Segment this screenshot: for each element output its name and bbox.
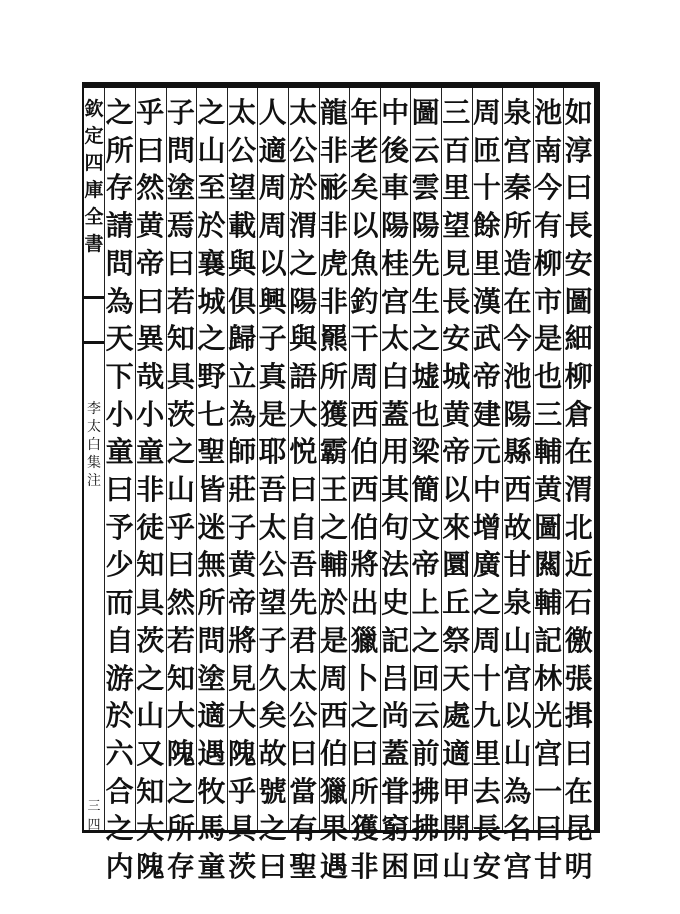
column-text: 泉 宫 秦 所 造 在 今 池 陽 縣 西 故 甘 泉 山 宫 以 山 為 名 宫 <box>503 96 532 884</box>
column-text: 之 所 存 請 問 為 天 下 小 童 曰 予 少 而 自 游 於 六 合 之 内 <box>105 96 134 884</box>
column-text: 如 淳 曰 長 安 圖 細 柳 倉 在 渭 北 近 石 徼 張 揖 曰 在 昆 明 <box>564 96 593 884</box>
column-text: 太 公 望 載 與 俱 歸 立 為 師 莊 子 黄 帝 將 見 大 隗 乎 具 茨 <box>228 96 257 884</box>
column-text: 太 公 於 渭 之 陽 與 語 大 悦 曰 自 吾 先 君 太 公 曰 當 有 聖 <box>289 96 318 884</box>
column-text: 池 南 今 有 柳 市 是 也 三 輔 黄 圖 闗 輔 記 林 光 宫 一 曰 甘 <box>534 96 563 884</box>
column-text: 圖 云 雲 陽 先 生 之 墟 也 梁 簡 文 帝 上 之 回 云 前 拂 拂 回 <box>411 96 440 884</box>
column-text: 乎 曰 然 黄 帝 曰 異 哉 小 童 非 徒 知 具 茨 之 山 又 知 大 隗 <box>136 96 165 884</box>
book-title: 欽 定 四 庫 全 書 <box>84 98 104 255</box>
column-text: 三 百 里 望 見 長 安 城 黄 帝 以 來 圜 丘 祭 天 處 適 甲 開 山 <box>442 96 471 884</box>
frame-top-border <box>82 82 600 88</box>
column-text: 龍 非 彨 非 虎 非 羆 所 獲 霸 王 之 輔 於 是 周 西 伯 獵 果 遇 <box>319 96 348 884</box>
column-text: 之 山 至 於 襄 城 之 野 七 聖 皆 迷 無 所 問 塗 適 遇 牧 馬 童 <box>197 96 226 884</box>
column-text: 中 後 車 陽 桂 宫 太 白 蓋 用 其 句 法 史 記 吕 尚 蓋 甞 窮 困 <box>381 96 410 884</box>
page-number: 三四 <box>87 799 101 833</box>
column-text: 人 適 周 周 以 興 子 真 是 耶 吾 太 公 望 子 久 矣 故 號 之 曰 <box>258 96 287 884</box>
column-text: 年 老 矣 以 魚 釣 干 周 西 伯 西 伯 將 出 獵 卜 之 曰 所 獲 非 <box>350 96 379 884</box>
column-text: 子 問 塗 焉 曰 若 知 具 茨 之 山 乎 曰 然 若 知 大 隗 之 所 存 <box>166 96 195 884</box>
column-text: 周 匝 十 餘 里 漢 武 帝 建 元 中 增 廣 之 周 十 九 里 去 長 安 <box>472 96 501 884</box>
section-title: 李 太 白 集 注 <box>87 401 101 489</box>
